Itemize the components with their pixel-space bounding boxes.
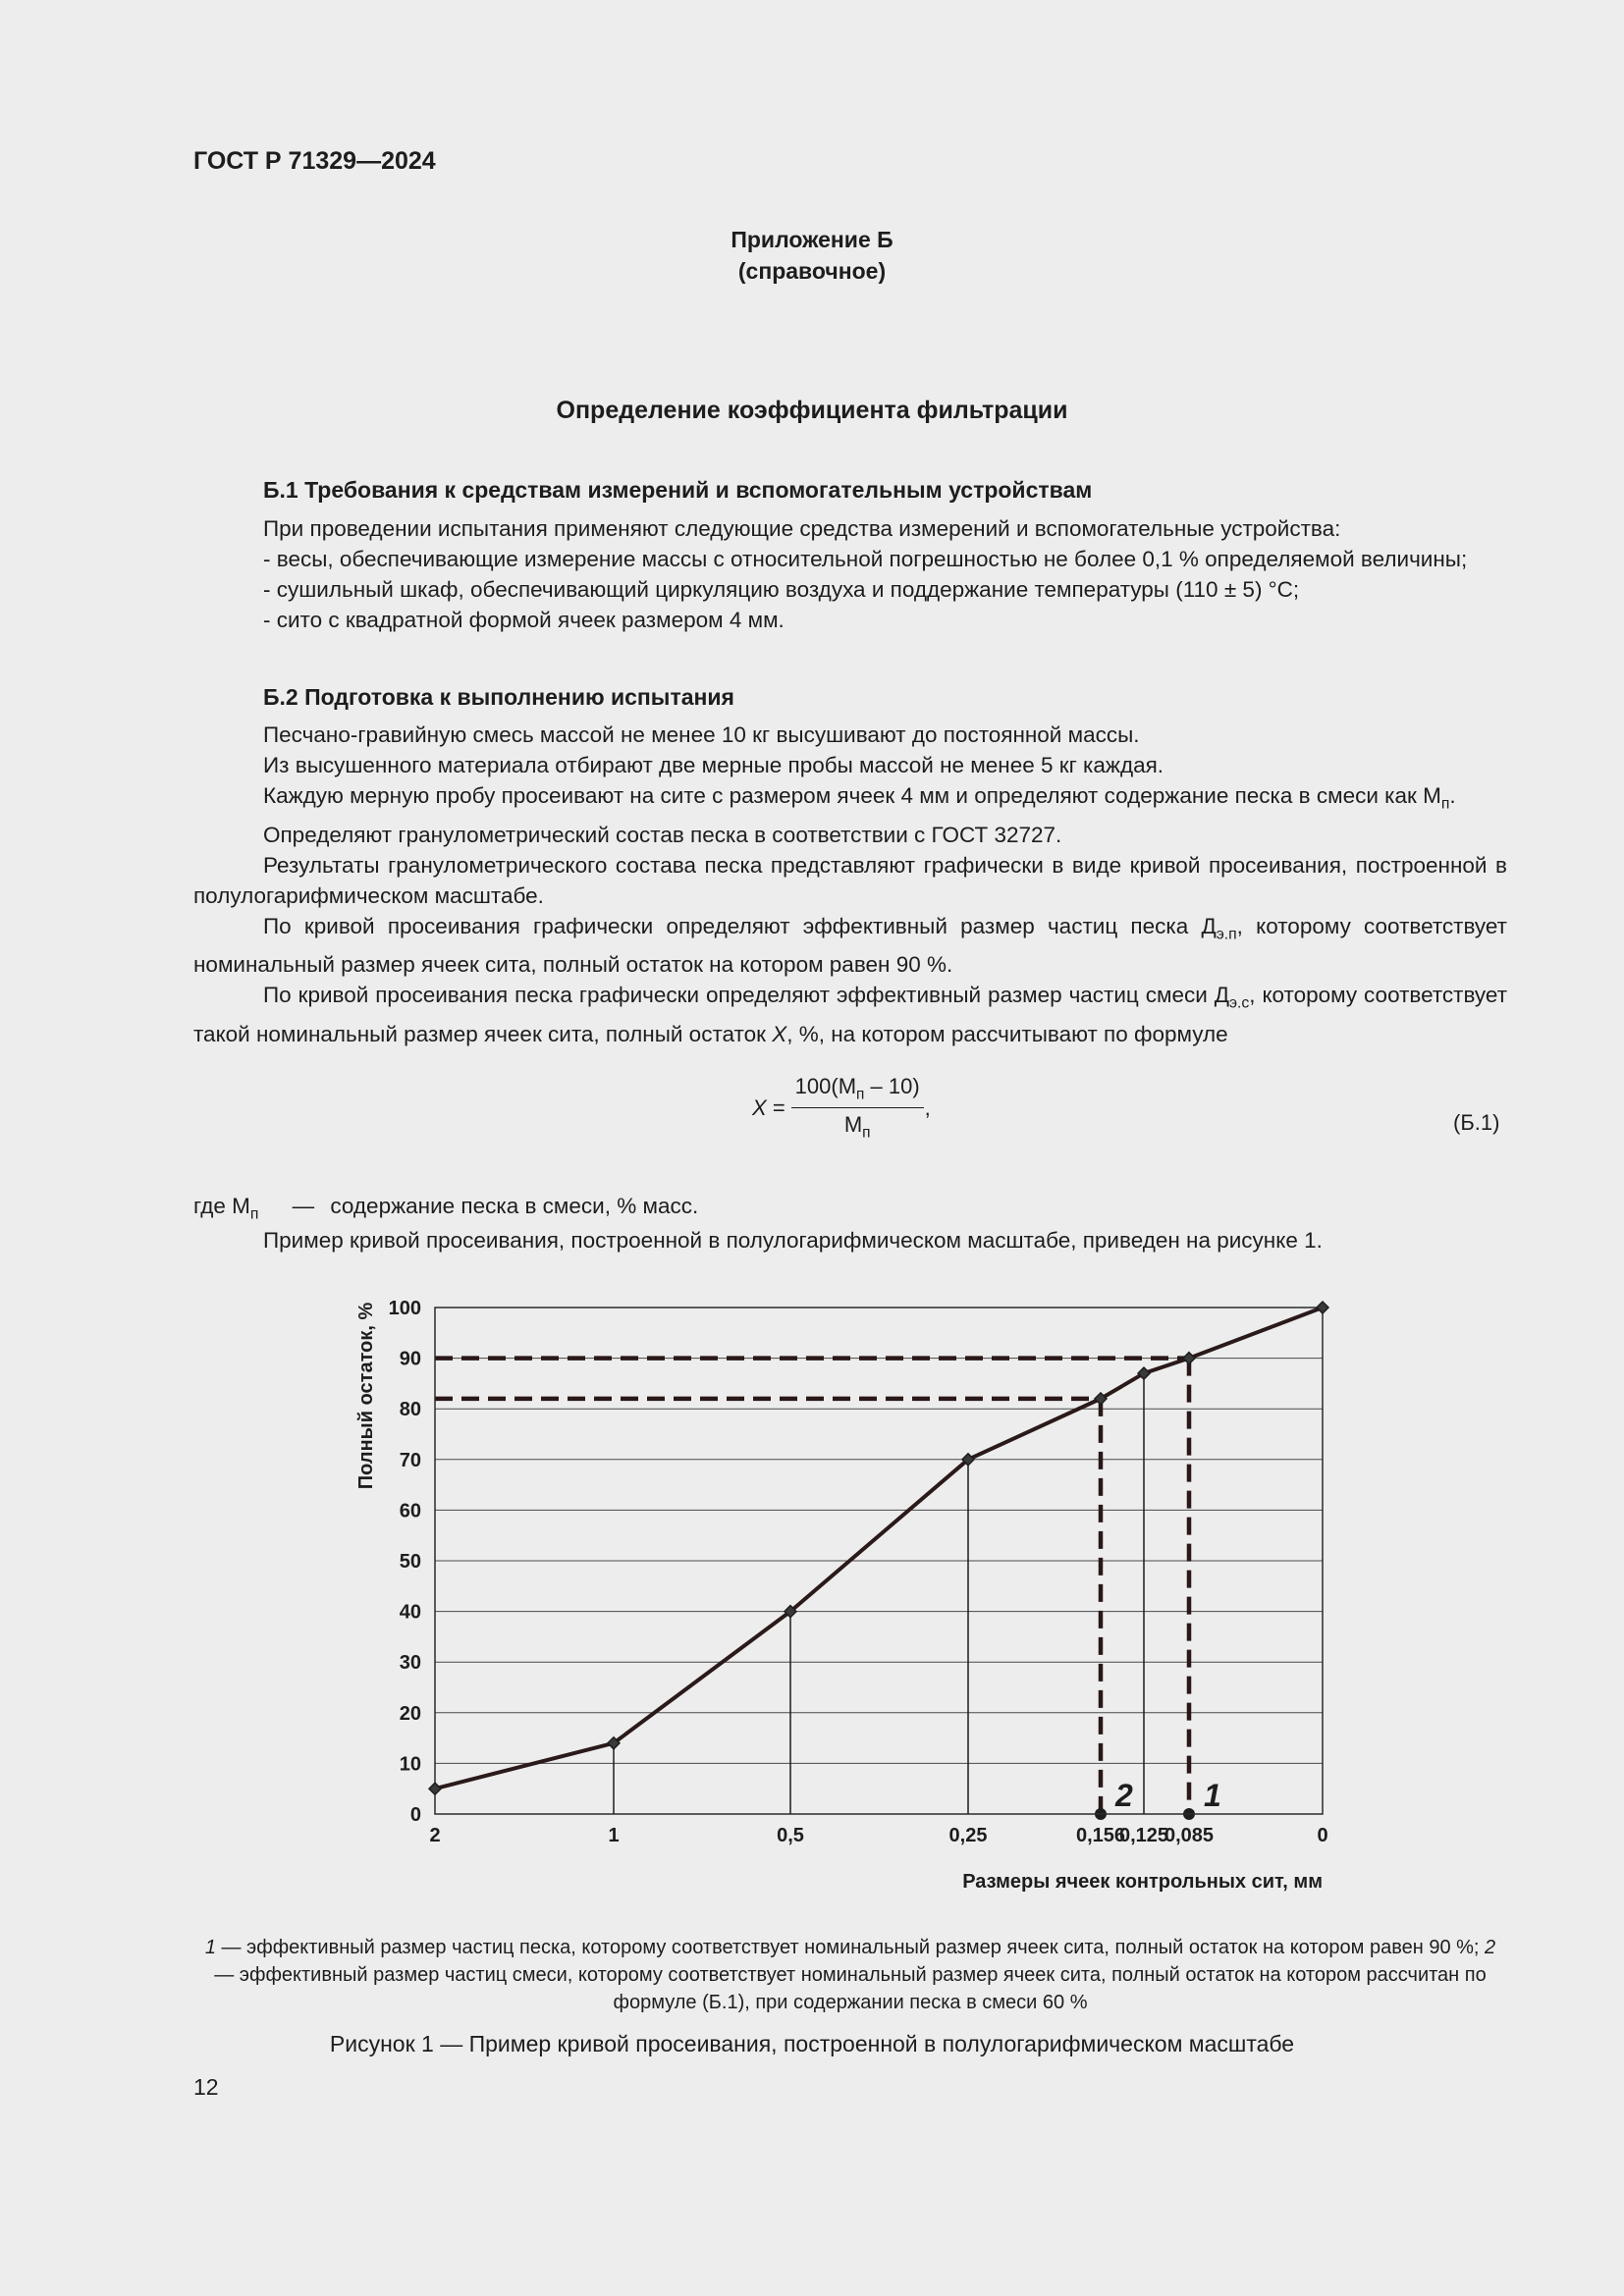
x-tick-2: 0,5 [777, 1825, 804, 1846]
section2-p5: Результаты гранулометрического состава песка представляют графически в виде кривой просеивания, построенной в полулогарифмическом масштабе. [193, 852, 1507, 908]
section2-p3: Каждую мерную пробу просеивают на сите с размером ячеек 4 мм и определяют содержание песка в смеси как $М_п$. [263, 783, 1456, 813]
formula-equals: = [772, 1095, 785, 1121]
document-header: ГОСТ Р 71329—2024 [193, 147, 436, 175]
x-tick-0: 2 [429, 1825, 441, 1846]
y-tick-90: 90 [399, 1348, 421, 1370]
section2-p2: Из высушенного материала отбирают две мерные пробы массой не менее 5 кг каждая. [263, 753, 1164, 777]
section1-intro: При проведении испытания применяют следующие средства измерений и вспомогательные устройства: [263, 516, 1341, 541]
main-title: Определение коэффициента фильтрации [556, 397, 1068, 424]
section2-p7: По кривой просеивания песка графически определяют эффективный размер частиц смеси $Д_{э.с}$, которому соответствует такой номинальный размер ячеек сита, полный остаток X, %, на котором рассчитывают по формуле [193, 983, 1507, 1046]
section2-heading: Б.2 Подготовка к выполнению испытания [263, 684, 734, 710]
annex-type: (справочное) [737, 258, 887, 284]
data-point-0 [429, 1783, 441, 1794]
y-tick-0: 0 [409, 1804, 421, 1826]
chart-xlabel: Размеры ячеек контрольных сит, мм [962, 1871, 1323, 1893]
section1-item-3: - сито с квадратной формой ячеек размером 4 мм. [263, 608, 785, 632]
formula-lhs: X [752, 1095, 767, 1121]
reference-label-1: 1 [1204, 1778, 1221, 1813]
chart-ylabel: Полный остаток, % [355, 1302, 377, 1490]
data-point-7 [1317, 1302, 1328, 1313]
x-tick-6: 0,085 [1164, 1825, 1215, 1846]
x-tick-5: 0,125 [1118, 1825, 1169, 1846]
chart-markers [429, 1302, 1328, 1794]
formula-denominator: $М_п$ [843, 1112, 871, 1142]
reference-label-2: 2 [1115, 1778, 1133, 1813]
y-tick-10: 10 [399, 1753, 421, 1776]
section1-item-1: - весы, обеспечивающие измерение массы с относительной погрешностью не более 0,1 % определяемой величины; [263, 547, 1468, 571]
formula-trail: , [924, 1095, 931, 1121]
chart-y-ticks [389, 1298, 421, 1826]
formula-numerator: $100(М_п - 10)$ [791, 1074, 924, 1108]
chart-dropdown-lines [614, 1373, 1144, 1814]
y-tick-80: 80 [399, 1399, 421, 1421]
figure-legend: 1 — эффективный размер частиц песка, которому соответствует номинальный размер ячеек сита, полный остаток на котором равен 90 %; 2 — эффективный размер частиц смеси, которому соответствует номинальный размер ячеек сита, полный остаток на котором рассчитан по формуле (Б.1), при содержании песка в смеси 60 % [204, 1937, 1496, 2013]
section1-heading: Б.1 Требования к средствам измерений и вспомогательным устройствам [263, 477, 1093, 503]
chart-reference-labels [1114, 1778, 1221, 1813]
y-tick-20: 20 [399, 1702, 421, 1725]
data-point-6 [1183, 1353, 1195, 1364]
y-tick-70: 70 [399, 1449, 421, 1471]
x-tick-1: 1 [608, 1825, 620, 1846]
y-tick-50: 50 [399, 1551, 421, 1573]
x-tick-4: 0,156 [1075, 1825, 1126, 1846]
example-text: Пример кривой просеивания, построенной в полулогарифмическом масштабе, приведен на рисунке 1. [263, 1228, 1323, 1253]
x-tick-7: 0 [1317, 1825, 1328, 1846]
section2-p4: Определяют гранулометрический состав песка в соответствии с ГОСТ 32727. [263, 822, 1062, 847]
formula-number: (Б.1) [1453, 1110, 1500, 1135]
y-tick-60: 60 [399, 1500, 421, 1522]
y-tick-100: 100 [388, 1298, 421, 1319]
section1-item-2: - сушильный шкаф, обеспечивающий циркуляцию воздуха и поддержание температуры (110 ± 5) °С; [263, 577, 1300, 602]
y-tick-40: 40 [399, 1601, 421, 1624]
section2-p1: Песчано-гравийную смесь массой не менее 10 кг высушивают до постоянной массы. [263, 722, 1140, 747]
where-clause: где $М_п$ — содержание песка в смеси, % масс. [193, 1194, 699, 1223]
section2-p6: По кривой просеивания графически определяют эффективный размер частиц песка $Д_{э.п}$, которому соответствует номинальный размер ячеек сита, полный остаток на котором равен 90 %. [193, 913, 1507, 977]
figure-caption: Рисунок 1 — Пример кривой просеивания, построенной в полулогарифмическом масштабе [329, 2031, 1295, 2056]
x-tick-3: 0,25 [948, 1825, 988, 1846]
annex-title: Приложение Б [731, 227, 893, 252]
chart-x-ticks [429, 1825, 1327, 1846]
y-tick-30: 30 [399, 1652, 421, 1675]
page-number: 12 [193, 2074, 219, 2100]
